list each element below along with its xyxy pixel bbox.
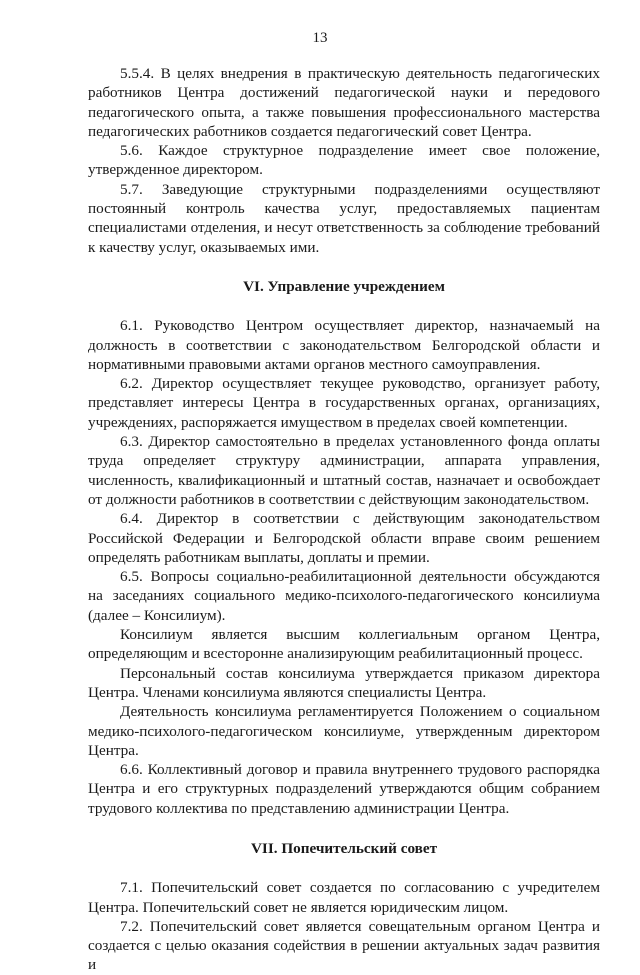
paragraph-6-4: 6.4. Директор в соответствии с действующим законодательством Российской Федерации и Белгородской области вправе своим решением определять работникам выплаты, доплаты и премии. [88, 510, 600, 566]
section-7-heading: VII. Попечительский совет [250, 839, 438, 857]
paragraph-6-3: 6.3. Директор самостоятельно в пределах установленного фонда оплаты труда определяет структуру администрации, аппарата управления, численность, квалификационный и штатный состав, назначает и освобождает от должности работников в соответствии с действующим законодательством. [88, 433, 600, 508]
paragraph-6-1: 6.1. Руководство Центром осуществляет директор, назначаемый на должность в соответствии с законодательством Белгородской области и нормативными правовыми актами органов местного самоуправления. [88, 317, 600, 373]
section-6-heading: VI. Управление учреждением [243, 277, 445, 295]
paragraph-6-6: 6.6. Коллективный договор и правила внутреннего трудового распорядка Центра и его структурных подразделений утверждаются общим собранием трудового коллектива по представлению администрации Центра. [88, 761, 600, 817]
document-body [88, 64, 600, 975]
page-number: 13 [312, 30, 328, 46]
paragraph-5-7: 5.7. Заведующие структурными подразделениями осуществляют постоянный контроль качества услуг, предоставляемых пациентам специалистами отделения, и несут ответственность за соблюдение требований к качеству услуг, оказываемых ими. [88, 180, 600, 256]
paragraph-5-6: 5.6. Каждое структурное подразделение имеет свое положение, утвержденное директором. [88, 142, 600, 179]
paragraph-6-2: 6.2. Директор осуществляет текущее руководство, организует работу, представляет интересы Центра в государственных органах, организациях, учреждениях, распоряжается имуществом в пределах своей компетенции. [88, 375, 600, 431]
paragraph-7-2: 7.2. Попечительский совет является совещательным органом Центра и создается с целью оказания содействия в решении актуальных задач развития и [88, 917, 600, 974]
paragraph-consilium-staff: Персональный состав консилиума утверждается приказом директора Центра. Членами консилиума являются специалисты Центра. [88, 664, 600, 701]
paragraph-5-5-4: 5.5.4. В целях внедрения в практическую деятельность педагогических работников Центра достижений педагогической науки и передового педагогического опыта, а также повышения профессионального мастерства педагогических работников создается педагогический совет Центра. [88, 65, 600, 140]
paragraph-6-5: 6.5. Вопросы социально-реабилитационной деятельности обсуждаются на заседаниях социального медико-психолого-педагогического консилиума (далее – Консилиум). [88, 568, 600, 624]
paragraph-consilium-regulation: Деятельность консилиума регламентируется Положением о социальном медико-психолого-педагогическом консилиуме, утвержденным директором Центра. [88, 703, 600, 759]
paragraph-7-1: 7.1. Попечительский совет создается по согласованию с учредителем Центра. Попечительский совет не является юридическим лицом. [88, 879, 600, 916]
paragraph-consilium-definition: Консилиум является высшим коллегиальным органом Центра, определяющим и всесторонне анализирующим реабилитационный процесс. [88, 626, 600, 663]
